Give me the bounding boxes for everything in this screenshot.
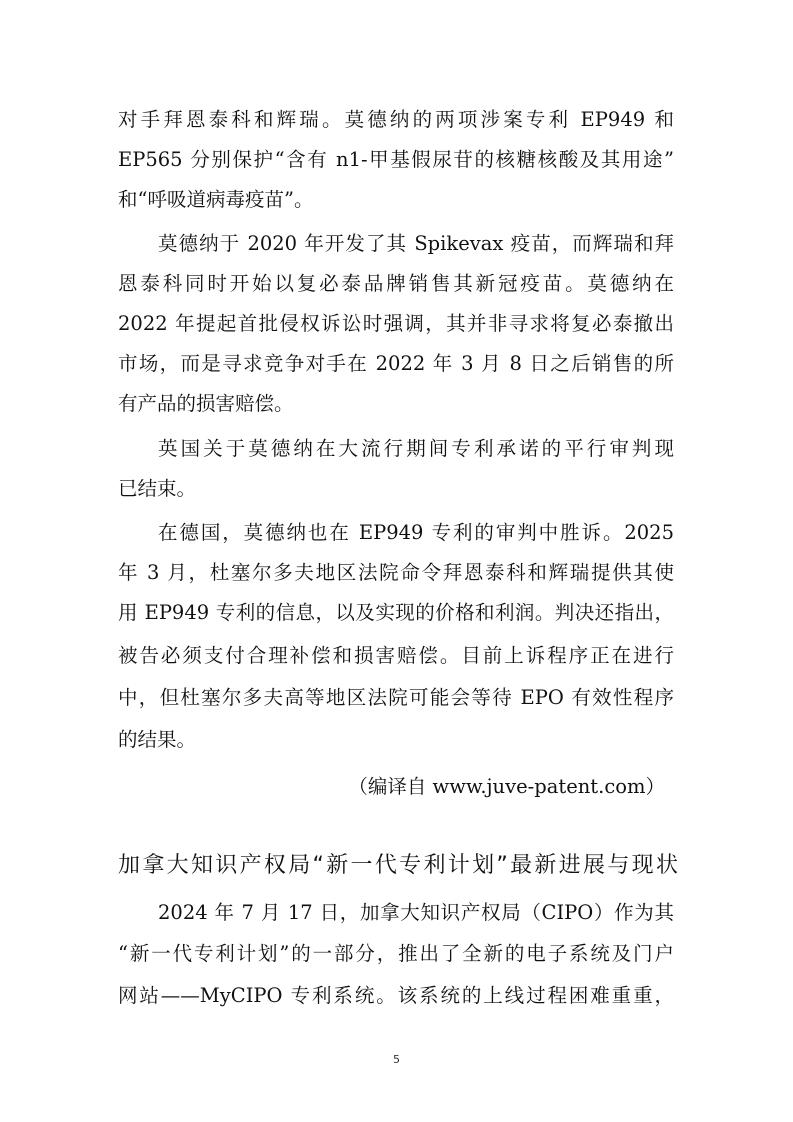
- paragraph-2-line-4: 市场，而是寻求竞争对手在 2022 年 3 月 8 日之后销售的所: [118, 352, 674, 375]
- paragraph-2-line-3: 2022 年提起首批侵权诉讼时强调，其并非寻求将复必泰撤出: [118, 312, 674, 335]
- paragraph-2-line-1: 莫德纳于 2020 年开发了其 Spikevax 疫苗，而辉瑞和拜: [158, 232, 674, 255]
- paragraph-4-line-5: 中，但杜塞尔多夫高等地区法院可能会等待 EPO 有效性程序: [118, 686, 674, 709]
- paragraph-4-line-2: 年 3 月，杜塞尔多夫地区法院命令拜恩泰科和辉瑞提供其使: [118, 561, 674, 584]
- paragraph-1-line-3: 和“呼吸道病毒疫苗”。: [118, 188, 314, 211]
- section-heading: 加拿大知识产权局“新一代专利计划”最新进展与现状: [118, 853, 678, 878]
- paragraph-3-line-2: 已结束。: [118, 477, 197, 500]
- source-note: （编译自 www.juve-patent.com）: [348, 775, 665, 798]
- section-line-2: “新一代专利计划”的一部分，推出了全新的电子系统及门户: [118, 942, 674, 965]
- paragraph-3-line-1: 英国关于莫德纳在大流行期间专利承诺的平行审判现: [158, 437, 674, 460]
- paragraph-1-line-2: EP565 分别保护“含有 n1-甲基假尿苷的核糖核酸及其用途”: [118, 148, 674, 171]
- paragraph-4-line-6: 的结果。: [118, 728, 197, 751]
- section-line-1: 2024 年 7 月 17 日，加拿大知识产权局（CIPO）作为其: [158, 901, 674, 924]
- page-number: 5: [393, 1053, 400, 1066]
- paragraph-2-line-5: 有产品的损害赔偿。: [118, 392, 294, 415]
- paragraph-4-line-3: 用 EP949 专利的信息，以及实现的价格和利润。判决还指出，: [118, 601, 674, 624]
- paragraph-1-line-1: 对手拜恩泰科和辉瑞。莫德纳的两项涉案专利 EP949 和: [118, 108, 674, 131]
- paragraph-4-line-1: 在德国，莫德纳也在 EP949 专利的审判中胜诉。2025: [158, 521, 674, 544]
- paragraph-2-line-2: 恩泰科同时开始以复必泰品牌销售其新冠疫苗。莫德纳在: [118, 272, 674, 295]
- section-line-3: 网站——MyCIPO 专利系统。该系统的上线过程困难重重，: [118, 984, 674, 1007]
- paragraph-4-line-4: 被告必须支付合理补偿和损害赔偿。目前上诉程序正在进行: [118, 644, 674, 667]
